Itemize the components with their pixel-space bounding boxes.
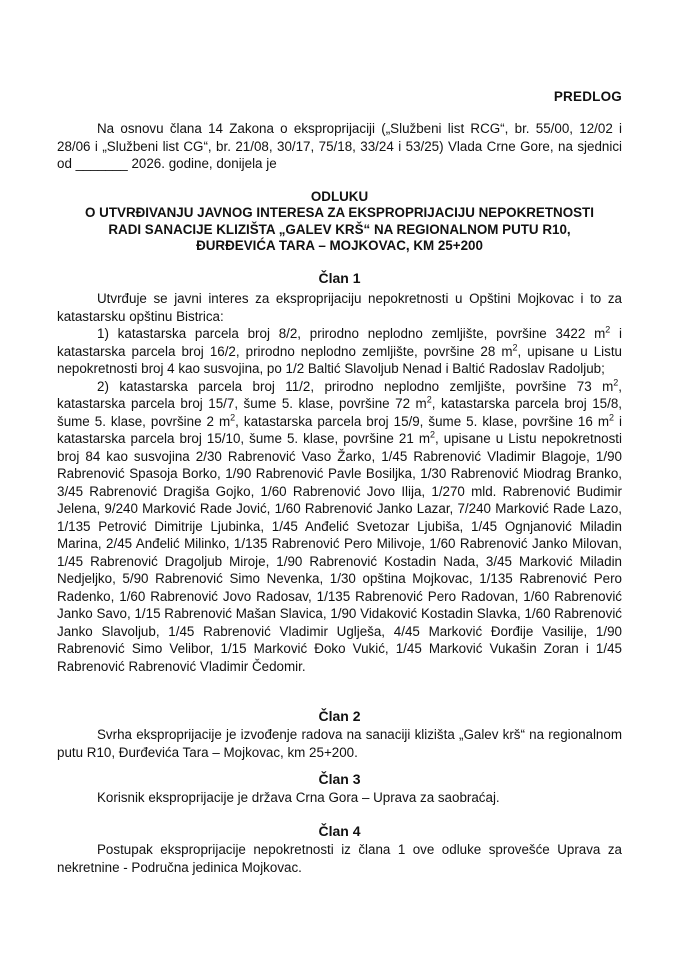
clan-1-paragraph-1: Utvrđuje se javni interes za eksproprijaciju nepokretnosti u Opštini Mojkovac i to za katastarsku opštinu Bistrica:	[57, 291, 622, 324]
title-line-1: ODLUKU	[310, 189, 369, 204]
clan-1-paragraph-3: 2) katastarska parcela broj 11/2, prirodno neplodno zemljište, površine 73 $m^2$, katastarska parcela broj 15/7, šume 5. klase, površine 72 $m^2$, katastarska parcela broj 15/8, šume 5. klase, površine 2 $m^2$, katastarska parcela broj 15/9, šume 5. klase, površine 16 $m^2$ i katastarska parcela broj 15/10, šume 5. klase, površine 21 $m^2$, upisane u Listu nepokretnosti broj 84 kao susvojina 2/30 Rabrenović Vaso Žarko, 1/45 Rabrenović Vladimir Blagoje, 1/90 Rabrenović Spasoja Borko, 1/90 Rabrenović Pavle Bosiljka, 1/30 Rabrenović Miodrag Branko, 3/45 Rabrenović Dragiša Gojko, 1/60 Rabrenović Jovo Ilija, 1/270 mld. Rabrenović Budimir Jelena, 9/240 Marković Rade Jović, 1/60 Rabrenović Janko Lazar, 7/240 Marković Rade Lazo, 1/135 Petrović Dimitrije Ljubinka, 1/45 Anđelić Svetozar Ljubiša, 1/45 Ognjanović Miladin Marina, 2/45 Anđelić Milinko, 1/135 Rabrenović Pero Milivoje, 1/60 Rabrenović Janko Milovan, 1/45 Rabrenović Dragoljub Miroje, 1/90 Rabrenović Kostadin Nada, 3/45 Marković Miladin Nedjeljko, 5/90 Rabrenović Simo Nevenka, 1/30 opština Mojkovac, 1/135 Rabrenović Pero Radenko, 1/60 Rabrenović Jovo Radosav, 1/135 Rabrenović Pero Radovan, 1/60 Rabrenović Janko Savo, 1/15 Rabrenović Mašan Slavica, 1/90 Vidaković Kostadin Slavka, 1/60 Rabrenović Janko Slavoljub, 1/45 Rabrenović Vladimir Uglješa, 4/45 Marković Đorđije Vasilije, 1/90 Rabrenović Simo Velibor, 1/15 Marković Đoko Vukić, 1/45 Marković Vukašin Zoran i 1/45 Rabrenović Rabrenović Vladimir Čedomir.	[57, 377, 622, 674]
clan-3-paragraph: Korisnik eksproprijacije je država Crna Gora – Uprava za saobraćaj.	[97, 790, 500, 805]
clan-1-paragraph-2: 1) katastarska parcela broj 8/2, prirodno neplodno zemljište, površine 3422 $m^2$ i katastarska parcela broj 16/2, prirodno neplodno zemljište, površine 28 $m^2$, upisane u Listu nepokretnosti broj 4 kao susvojina, po 1/2 Baltić Slavoljub Nenad i Baltić Radoslav Radoljub;	[57, 324, 622, 376]
clan-2-body	[57, 726, 622, 761]
clan-1-heading: Član 1	[318, 270, 361, 286]
title-line-3: RADI SANACIJE KLIZIŠTA „GALEV KRŠ“ NA REGIONALNOM PUTU R10,	[108, 221, 571, 237]
clan-4-paragraph: Postupak eksproprijacije nepokretnosti iz člana 1 ove odluke sprovešće Uprava za nekretnine - Područna jedinica Mojkovac.	[57, 842, 622, 875]
clan-1-body	[57, 290, 622, 675]
clan-4-heading: Član 4	[318, 823, 361, 839]
title-line-4: ĐURĐEVIĆA TARA – MOJKOVAC, KM 25+200	[196, 237, 483, 253]
decision-title	[57, 189, 622, 254]
clan-2-heading: Član 2	[318, 708, 361, 724]
clan-4-body	[57, 841, 622, 876]
clan-3-heading: Član 3	[318, 771, 361, 787]
predlog-label: PREDLOG	[553, 89, 622, 104]
clan-3-body	[57, 789, 622, 807]
clan-2-paragraph: Svrha eksproprijacije je izvođenje radova na sanaciji klizišta „Galev krš“ na regionalnom putu R10, Đurđevića Tara – Mojkovac, km 25+200.	[57, 727, 622, 760]
intro-paragraph: Na osnovu člana 14 Zakona o eksproprijaciji („Službeni list RCG“, br. 55/00, 12/02 i 28/06 i „Službeni list CG“, br. 21/08, 30/17, 75/18, 33/24 i 53/25) Vlada Crne Gore, na sjednici od _______ 2026. godine, donijela je	[57, 121, 622, 171]
title-line-2: O UTVRĐIVANJU JAVNOG INTERESA ZA EKSPROPRIJACIJU NEPOKRETNOSTI	[85, 205, 594, 221]
intro-block	[57, 120, 622, 173]
